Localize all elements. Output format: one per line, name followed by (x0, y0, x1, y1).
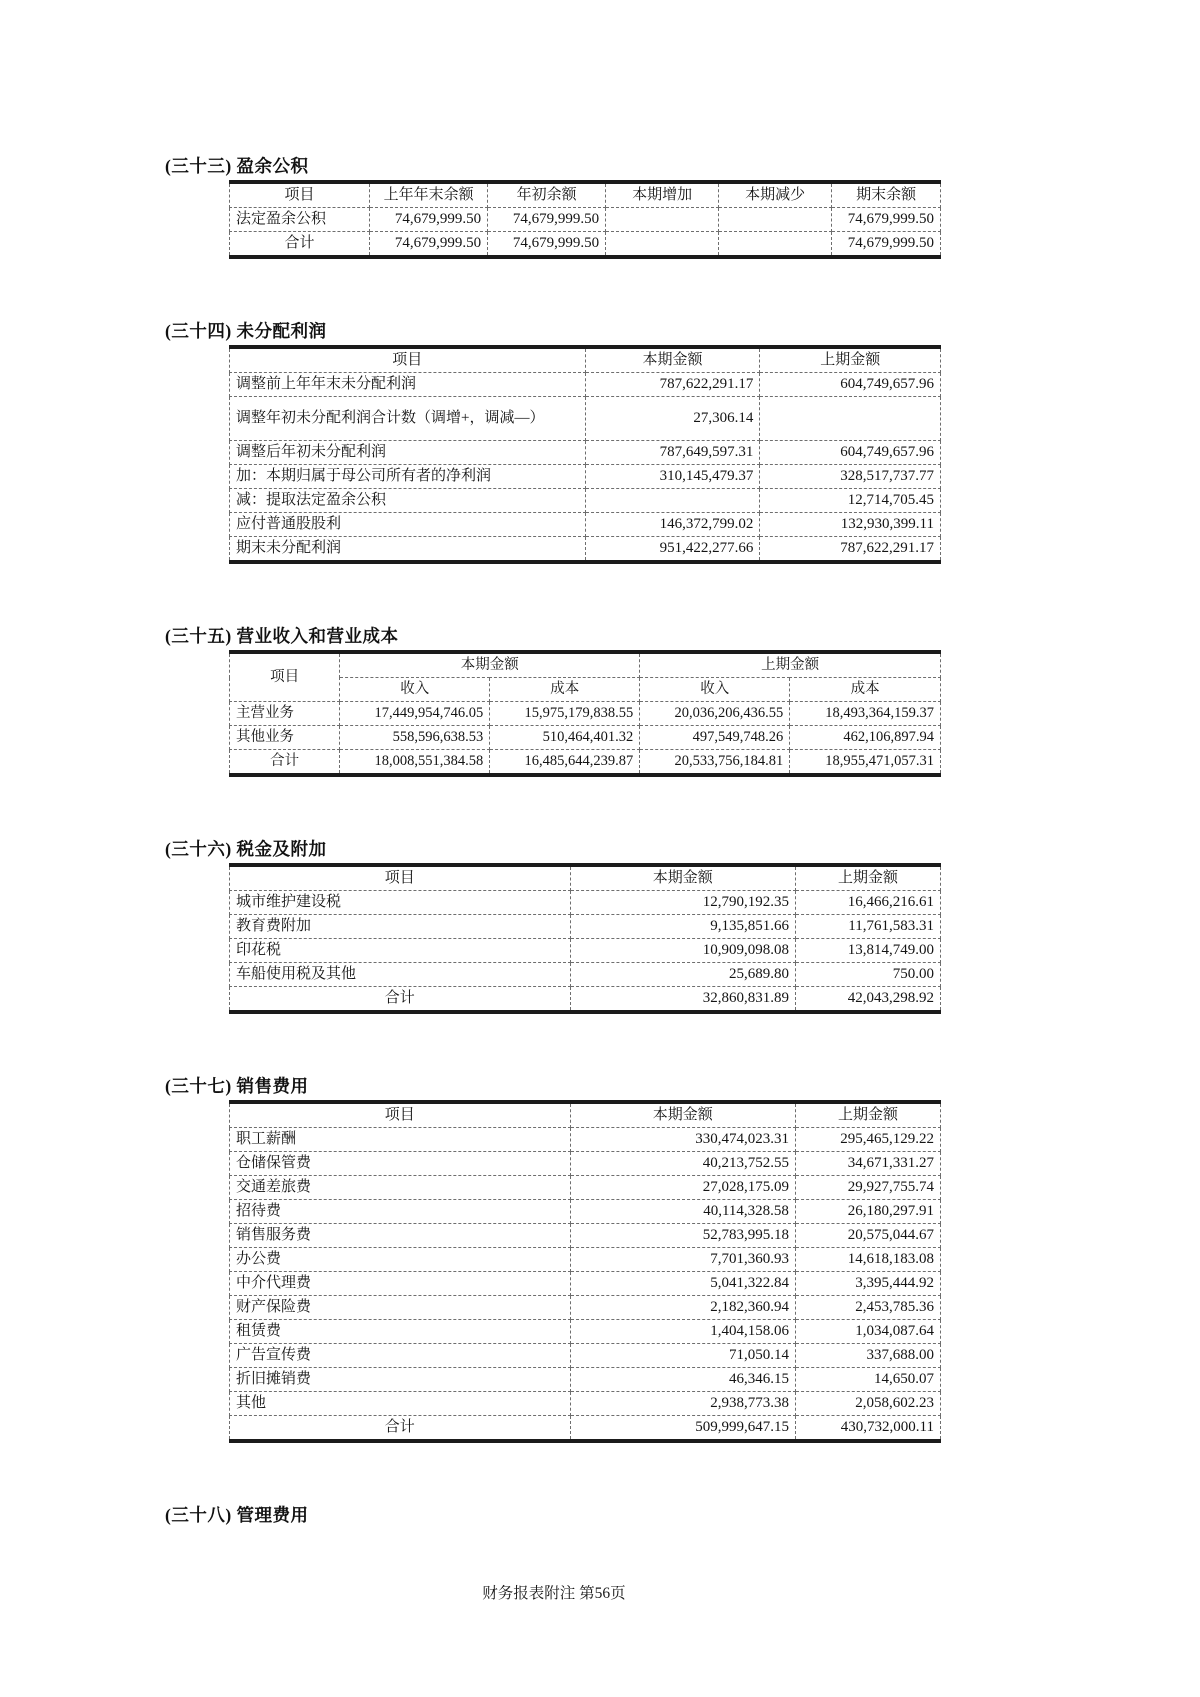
amount-cell: 787,622,291.17 (585, 373, 760, 397)
section-33-heading: (三十三) 盈余公积 (165, 156, 309, 176)
amount-cell: 3,395,444.92 (795, 1272, 940, 1296)
amount-cell: 12,714,705.45 (760, 489, 941, 513)
amount-cell: 462,106,897.94 (790, 726, 941, 750)
table-row (230, 915, 941, 939)
amount-cell: 5,041,322.84 (570, 1272, 795, 1296)
item-cell: 招待费 (230, 1200, 571, 1224)
item-cell: 期末未分配利润 (230, 537, 586, 563)
amount-cell: 330,474,023.31 (570, 1128, 795, 1152)
table-row (230, 1200, 941, 1224)
item-cell: 租赁费 (230, 1320, 571, 1344)
column-header: 上期金额 (795, 865, 940, 891)
amount-cell: 20,575,044.67 (795, 1224, 940, 1248)
item-cell: 加：本期归属于母公司所有者的净利润 (230, 465, 586, 489)
table-row (230, 963, 941, 987)
amount-cell: 71,050.14 (570, 1344, 795, 1368)
amount-cell: 295,465,129.22 (795, 1128, 940, 1152)
item-cell: 法定盈余公积 (230, 208, 370, 232)
amount-cell: 2,938,773.38 (570, 1392, 795, 1416)
amount-cell: 2,058,602.23 (795, 1392, 940, 1416)
table-row (230, 1224, 941, 1248)
total-label-cell: 合计 (230, 1416, 571, 1442)
amount-cell: 42,043,298.92 (795, 987, 940, 1013)
amount-cell: 13,814,749.00 (795, 939, 940, 963)
table-header-row (230, 347, 941, 373)
item-cell: 销售服务费 (230, 1224, 571, 1248)
table-row (230, 891, 941, 915)
table-row (230, 1320, 941, 1344)
amount-cell: 146,372,799.02 (585, 513, 760, 537)
page-content (165, 0, 943, 1603)
total-row (230, 232, 941, 258)
amount-cell: 40,213,752.55 (570, 1152, 795, 1176)
amount-cell: 74,679,999.50 (832, 232, 941, 258)
column-header: 项目 (230, 182, 370, 208)
amount-cell: 34,671,331.27 (795, 1152, 940, 1176)
table-row (230, 1152, 941, 1176)
table-row (230, 537, 941, 563)
column-header: 年初余额 (488, 182, 606, 208)
item-cell: 调整年初未分配利润合计数（调增+，调减—） (230, 397, 586, 441)
column-header: 项目 (230, 1102, 571, 1128)
revenue-cost-table (229, 650, 941, 777)
item-cell: 财产保险费 (230, 1296, 571, 1320)
table-row (230, 208, 941, 232)
table-row (230, 939, 941, 963)
amount-cell: 16,466,216.61 (795, 891, 940, 915)
amount-cell: 74,679,999.50 (370, 232, 488, 258)
amount-cell: 2,453,785.36 (795, 1296, 940, 1320)
amount-cell: 74,679,999.50 (488, 208, 606, 232)
item-cell: 调整前上年年末未分配利润 (230, 373, 586, 397)
item-cell: 车船使用税及其他 (230, 963, 571, 987)
column-header: 成本 (790, 678, 941, 702)
amount-cell: 14,618,183.08 (795, 1248, 940, 1272)
table-row (230, 1296, 941, 1320)
column-header: 项目 (230, 865, 571, 891)
column-header: 本期增加 (606, 182, 719, 208)
table-row (230, 702, 941, 726)
table-header-row (230, 652, 941, 678)
column-header: 本期减少 (719, 182, 832, 208)
amount-cell: 9,135,851.66 (570, 915, 795, 939)
column-header: 收入 (340, 678, 490, 702)
column-header: 成本 (490, 678, 640, 702)
item-cell: 广告宣传费 (230, 1344, 571, 1368)
amount-cell (719, 232, 832, 258)
table-row (230, 397, 941, 441)
item-cell: 其他 (230, 1392, 571, 1416)
item-cell: 主营业务 (230, 702, 340, 726)
amount-cell: 32,860,831.89 (570, 987, 795, 1013)
amount-cell (585, 489, 760, 513)
amount-cell: 20,533,756,184.81 (640, 750, 790, 776)
item-cell: 交通差旅费 (230, 1176, 571, 1200)
column-header: 项目 (230, 347, 586, 373)
amount-cell (606, 208, 719, 232)
surplus-reserve-table (229, 180, 941, 259)
amount-cell: 509,999,647.15 (570, 1416, 795, 1442)
section-38-heading: (三十八) 管理费用 (165, 1505, 309, 1525)
amount-cell: 132,930,399.11 (760, 513, 941, 537)
amount-cell: 11,761,583.31 (795, 915, 940, 939)
column-header: 本期金额 (570, 865, 795, 891)
table-header-row (230, 1102, 941, 1128)
amount-cell: 10,909,098.08 (570, 939, 795, 963)
total-row (230, 987, 941, 1013)
section-37-heading: (三十七) 销售费用 (165, 1076, 309, 1096)
section-36-heading: (三十六) 税金及附加 (165, 839, 327, 859)
item-cell: 减：提取法定盈余公积 (230, 489, 586, 513)
amount-cell: 2,182,360.94 (570, 1296, 795, 1320)
amount-cell (719, 208, 832, 232)
total-label-cell: 合计 (230, 987, 571, 1013)
column-header: 本期金额 (570, 1102, 795, 1128)
amount-cell: 430,732,000.11 (795, 1416, 940, 1442)
selling-expenses-table (229, 1100, 941, 1443)
amount-cell (760, 397, 941, 441)
item-cell: 教育费附加 (230, 915, 571, 939)
table-row (230, 1344, 941, 1368)
amount-cell: 558,596,638.53 (340, 726, 490, 750)
table-row (230, 513, 941, 537)
table-row (230, 1248, 941, 1272)
undistributed-profit-table (229, 345, 941, 564)
table-row (230, 465, 941, 489)
item-cell: 城市维护建设税 (230, 891, 571, 915)
amount-cell: 1,404,158.06 (570, 1320, 795, 1344)
column-header: 期末余额 (832, 182, 941, 208)
table-row (230, 1368, 941, 1392)
amount-cell: 787,622,291.17 (760, 537, 941, 563)
table-row (230, 1272, 941, 1296)
table-row (230, 726, 941, 750)
item-cell: 折旧摊销费 (230, 1368, 571, 1392)
total-row (230, 750, 941, 776)
amount-cell: 510,464,401.32 (490, 726, 640, 750)
taxes-surcharges-table (229, 863, 941, 1014)
item-cell: 仓储保管费 (230, 1152, 571, 1176)
amount-cell: 787,649,597.31 (585, 441, 760, 465)
amount-cell: 52,783,995.18 (570, 1224, 795, 1248)
amount-cell (606, 232, 719, 258)
amount-cell: 74,679,999.50 (370, 208, 488, 232)
amount-cell: 337,688.00 (795, 1344, 940, 1368)
item-cell: 调整后年初未分配利润 (230, 441, 586, 465)
amount-cell: 17,449,954,746.05 (340, 702, 490, 726)
amount-cell: 16,485,644,239.87 (490, 750, 640, 776)
amount-cell: 26,180,297.91 (795, 1200, 940, 1224)
table-row (230, 373, 941, 397)
amount-cell: 25,689.80 (570, 963, 795, 987)
column-header: 上期金额 (795, 1102, 940, 1128)
table-row (230, 1128, 941, 1152)
amount-cell: 18,955,471,057.31 (790, 750, 941, 776)
table-row (230, 1392, 941, 1416)
column-header: 本期金额 (585, 347, 760, 373)
amount-cell: 29,927,755.74 (795, 1176, 940, 1200)
total-label-cell: 合计 (230, 750, 340, 776)
amount-cell: 74,679,999.50 (488, 232, 606, 258)
amount-cell: 328,517,737.77 (760, 465, 941, 489)
table-row (230, 441, 941, 465)
amount-cell: 951,422,277.66 (585, 537, 760, 563)
column-header: 本期金额 (340, 652, 640, 678)
table-header-row (230, 182, 941, 208)
section-34-heading: (三十四) 未分配利润 (165, 321, 327, 341)
amount-cell: 310,145,479.37 (585, 465, 760, 489)
amount-cell: 27,028,175.09 (570, 1176, 795, 1200)
section-35-heading: (三十五) 营业收入和营业成本 (165, 626, 399, 646)
item-cell: 印花税 (230, 939, 571, 963)
table-header-row (230, 865, 941, 891)
item-cell: 办公费 (230, 1248, 571, 1272)
column-header: 上期金额 (760, 347, 941, 373)
amount-cell: 27,306.14 (585, 397, 760, 441)
amount-cell: 74,679,999.50 (832, 208, 941, 232)
table-row (230, 489, 941, 513)
amount-cell: 14,650.07 (795, 1368, 940, 1392)
amount-cell: 18,493,364,159.37 (790, 702, 941, 726)
amount-cell: 18,008,551,384.58 (340, 750, 490, 776)
item-cell: 应付普通股股利 (230, 513, 586, 537)
page-footer: 财务报表附注 第56页 (482, 1585, 626, 1602)
amount-cell: 40,114,328.58 (570, 1200, 795, 1224)
amount-cell: 20,036,206,436.55 (640, 702, 790, 726)
column-header: 项目 (230, 652, 340, 702)
item-cell: 职工薪酬 (230, 1128, 571, 1152)
amount-cell: 604,749,657.96 (760, 441, 941, 465)
amount-cell: 1,034,087.64 (795, 1320, 940, 1344)
column-header: 收入 (640, 678, 790, 702)
amount-cell: 46,346.15 (570, 1368, 795, 1392)
total-row (230, 1416, 941, 1442)
amount-cell: 12,790,192.35 (570, 891, 795, 915)
amount-cell: 497,549,748.26 (640, 726, 790, 750)
table-row (230, 1176, 941, 1200)
amount-cell: 7,701,360.93 (570, 1248, 795, 1272)
amount-cell: 15,975,179,838.55 (490, 702, 640, 726)
total-label-cell: 合计 (230, 232, 370, 258)
column-header: 上期金额 (640, 652, 941, 678)
amount-cell: 750.00 (795, 963, 940, 987)
amount-cell: 604,749,657.96 (760, 373, 941, 397)
column-header: 上年年末余额 (370, 182, 488, 208)
item-cell: 中介代理费 (230, 1272, 571, 1296)
item-cell: 其他业务 (230, 726, 340, 750)
